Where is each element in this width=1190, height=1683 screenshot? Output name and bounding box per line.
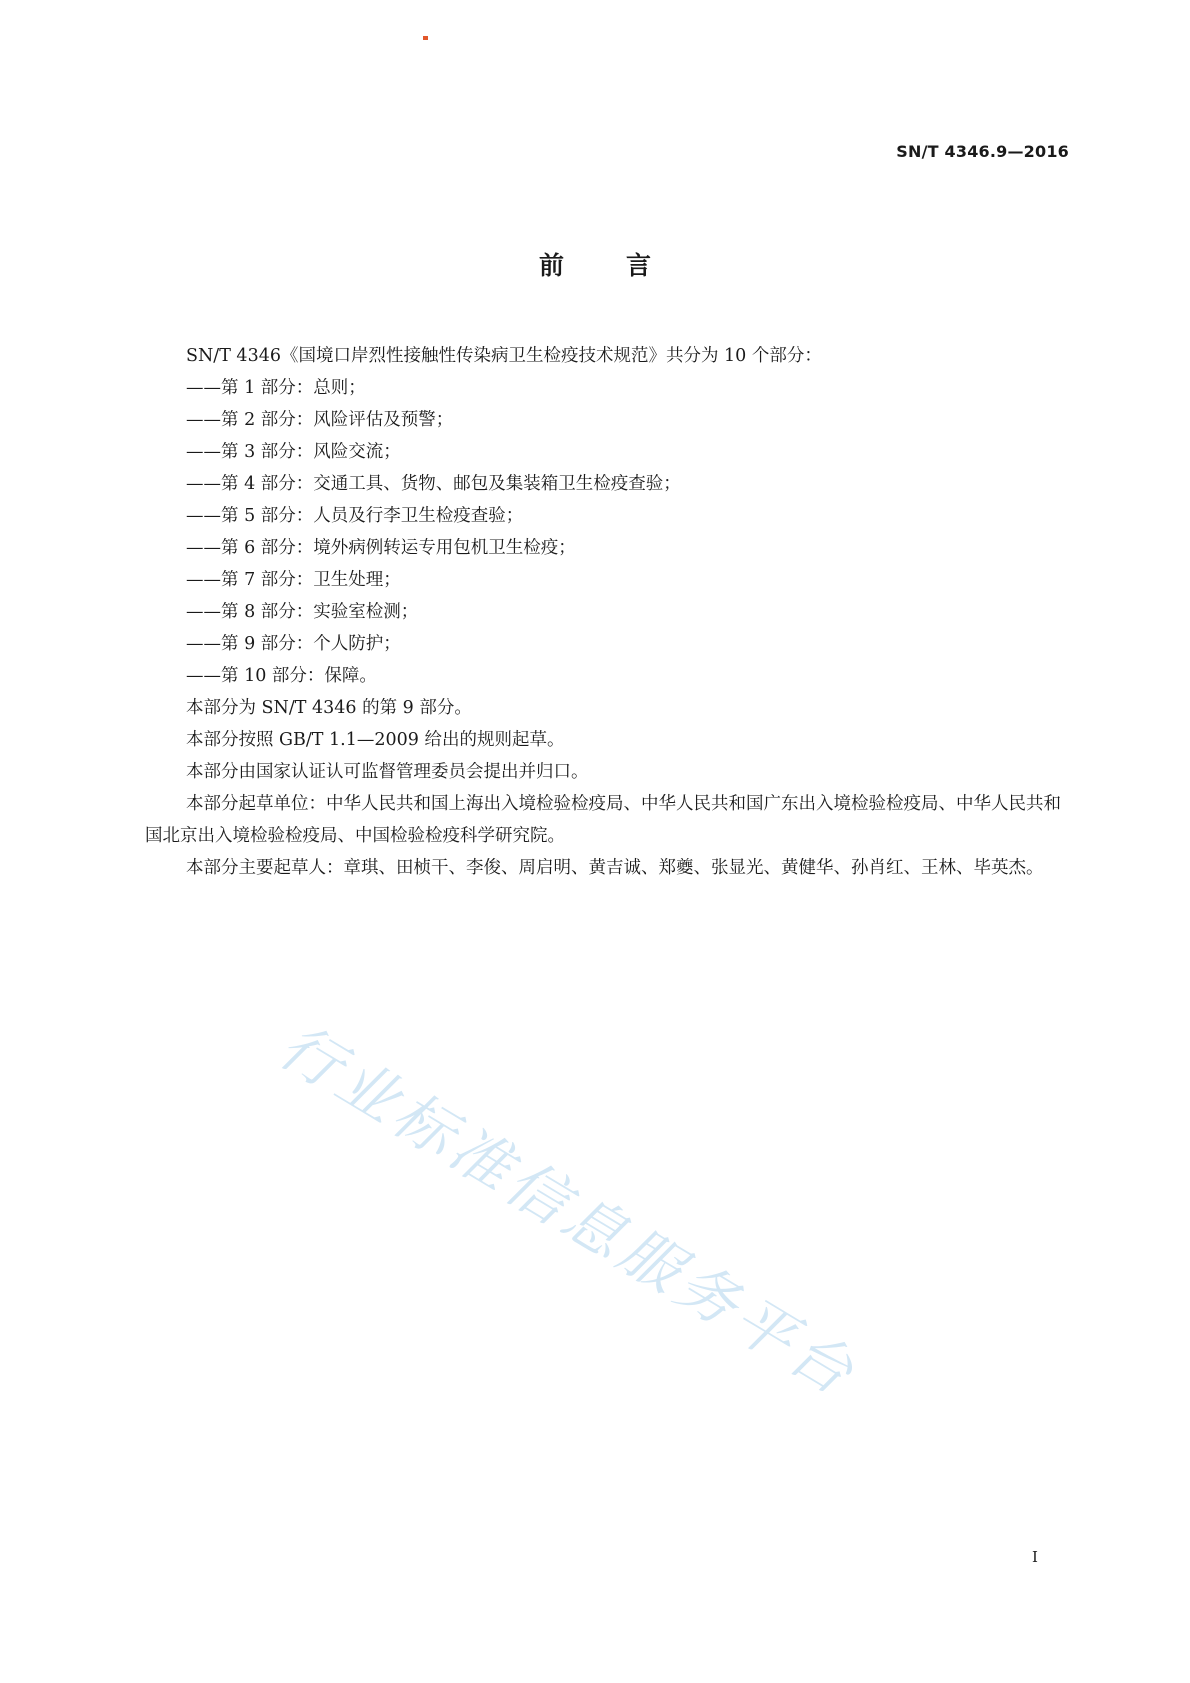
paragraph-drafting-rules: 本部分按照 GB/T 1.1—2009 给出的规则起草。	[186, 730, 565, 750]
list-item-part-7: ——第 7 部分：卫生处理；	[186, 570, 401, 590]
list-item-part-4: ——第 4 部分：交通工具、货物、邮包及集装箱卫生检疫查验；	[186, 474, 681, 494]
list-item-part-8: ——第 8 部分：实验室检测；	[186, 602, 419, 622]
page-number: I	[1032, 1548, 1038, 1566]
list-item-part-10: ——第 10 部分：保障。	[186, 666, 377, 686]
paragraph-drafters: 本部分主要起草人：章琪、田桢干、李俊、周启明、黄吉诚、郑夔、张显光、黄健华、孙肖红、王林、毕英杰。	[186, 858, 1044, 878]
list-item-part-2: ——第 2 部分：风险评估及预警；	[186, 410, 454, 430]
list-item-part-5: ——第 5 部分：人员及行李卫生检疫查验；	[186, 506, 524, 526]
document-code: SN/T 4346.9—2016	[896, 142, 1069, 161]
paragraph-drafting-units: 本部分起草单位：中华人民共和国上海出入境检验检疫局、中华人民共和国广东出入境检验检疫局、中华人民共和国北京出入境检验检疫局、中国检验检疫科学研究院。	[145, 794, 1061, 846]
list-item-part-9: ——第 9 部分：个人防护；	[186, 634, 401, 654]
list-item-part-3: ——第 3 部分：风险交流；	[186, 442, 401, 462]
paragraph-proposer: 本部分由国家认证认可监督管理委员会提出并归口。	[186, 762, 589, 782]
list-item-part-1: ——第 1 部分：总则；	[186, 378, 366, 398]
watermark: 行业标准信息服务平台	[267, 1011, 870, 1412]
foreword-body	[145, 340, 1069, 884]
list-item-part-6: ——第 6 部分：境外病例转运专用包机卫生检疫；	[186, 538, 576, 558]
paragraph-this-part: 本部分为 SN/T 4346 的第 9 部分。	[186, 698, 472, 718]
paragraph-intro: SN/T 4346《国境口岸烈性接触性传染病卫生检疫技术规范》共分为 10 个部分：	[186, 346, 822, 366]
corner-mark	[423, 36, 428, 40]
page-title: 前言	[538, 251, 713, 280]
